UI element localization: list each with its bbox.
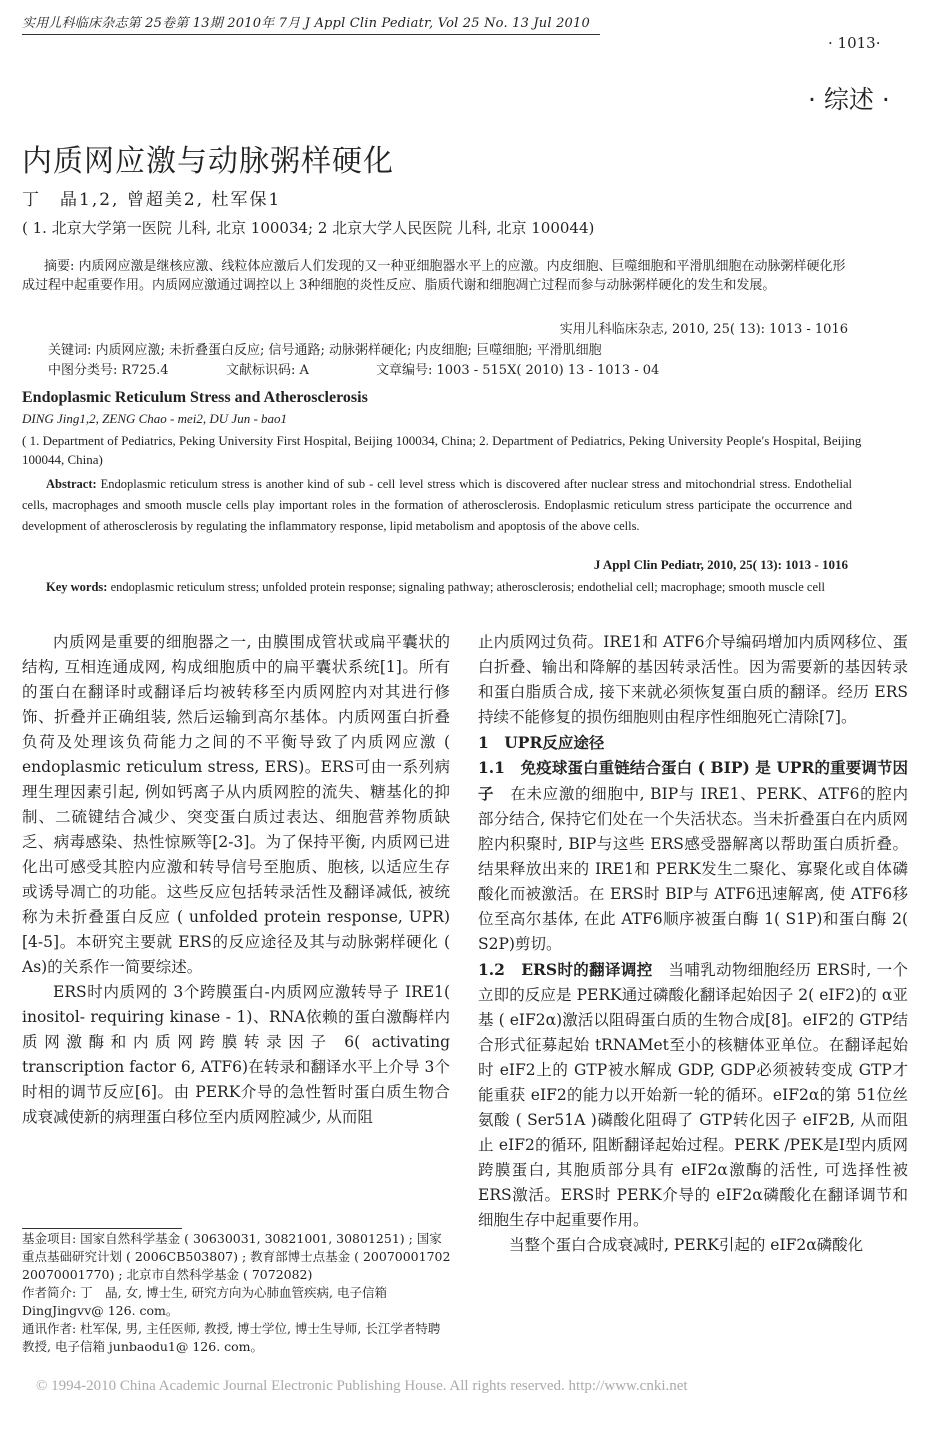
copyright-watermark: © 1994-2010 China Academic Journal Electronic Publishing House. All rights reserved. http://www.cnki.net bbox=[36, 1378, 688, 1394]
subsection-title: 1.1 免疫球蛋白重链结合蛋白 ( BIP) 是 UPR的重要调节因子 bbox=[478, 758, 908, 803]
keywords-cn: 关键词: 内质网应激; 未折叠蛋白反应; 信号通路; 动脉粥样硬化; 内皮细胞; 巨噬细胞; 平滑肌细胞 bbox=[48, 343, 602, 358]
affiliation-en: ( 1. Department of Pediatrics, Peking University First Hospital, Beijing 100034, China; 2. Department of Pediatrics, Peking University People′s Hospital, Beijing 100044, China) bbox=[22, 433, 862, 467]
keywords-en-label: Key words: bbox=[46, 580, 108, 594]
body-paragraph: ERS时内质网的 3个跨膜蛋白-内质网应激转导子 IRE1( inositol- requiring kinase - 1)、RNA依赖的蛋白激酶样内质网激酶和内质网跨膜转录因子 6( activating transcription factor 6, ATF6)在转录和翻译水平上介导 3个时相的调节反应[6]。由 PERK介导的急性暂时蛋白质生物合成衰减使新的病理蛋白移位至内质网腔减少, 从而阻 bbox=[22, 983, 450, 1126]
citation-en: J Appl Clin Pediatr, 2010, 25( 13): 1013 - 1016 bbox=[593, 557, 848, 572]
footnote-rule bbox=[22, 1228, 182, 1229]
page-number: · 1013· bbox=[828, 34, 881, 52]
author-list: 丁 晶1,2, 曾超美2, 杜军保1 bbox=[22, 190, 282, 210]
abstract-cn: 摘要: 内质网应激是继核应激、线粒体应激后人们发现的又一种亚细胞器水平上的应激。内皮细胞、巨噬细胞和平滑肌细胞在动脉粥样硬化形成过程中起重要作用。内质网应激通过调控以上 3种细胞的炎性反应、脂质代谢和细胞凋亡过程而参与动脉粥样硬化的发生和发展。 bbox=[22, 259, 846, 293]
subsection-title: 1.2 ERS时的翻译调控 bbox=[478, 960, 653, 979]
article-title-en: Endoplasmic Reticulum Stress and Atherosclerosis bbox=[22, 389, 368, 406]
journal-header: 实用儿科临床杂志第 25卷第 13期 2010年 7月 J Appl Clin Pediatr, Vol 25 No. 13 Jul 2010 bbox=[22, 16, 590, 31]
section-label: · 综述 · bbox=[808, 85, 890, 114]
body-paragraph: 当整个蛋白合成衰减时, PERK引起的 eIF2α磷酸化 bbox=[509, 1236, 864, 1254]
abstract-en bbox=[22, 474, 852, 537]
keywords-en-text: endoplasmic reticulum stress; unfolded protein response; signaling pathway; atherosclerosis; endothelial cell; macrophage; smooth muscle cell bbox=[110, 580, 825, 594]
clc-number: 中图分类号: R725.4 bbox=[48, 363, 169, 378]
footnotes bbox=[22, 1230, 452, 1356]
author-list-en: DING Jing1,2, ZENG Chao - mei2, DU Jun - bao1 bbox=[22, 411, 288, 426]
subsection-1-1 bbox=[478, 755, 908, 957]
affiliation: ( 1. 北京大学第一医院 儿科, 北京 100034; 2 北京大学人民医院 儿科, 北京 100044) bbox=[22, 219, 595, 237]
article-title: 内质网应激与动脉粥样硬化 bbox=[22, 144, 394, 179]
subsection-1-2 bbox=[478, 957, 908, 1233]
article-number: 文章编号: 1003 - 515X( 2010) 13 - 1013 - 04 bbox=[376, 363, 660, 378]
subsection-text: 在未应激的细胞中, BIP与 IRE1、PERK、ATF6的腔内部分结合, 保持它们处在一个失活状态。当未折叠蛋白在内质网腔内积聚时, BIP与这些 ERS感受器解离以帮助蛋白质折叠。结果释放出来的 IRE1和 PERK发生二聚化、寡聚化或自体磷酸化而被激活。在 ERS时 BIP与 ATF6迅速解离, 使 ATF6移位至高尔基体, 在此 ATF6顺序被蛋白酶 1( S1P)和蛋白酶 2( S2P)剪切。 bbox=[478, 785, 908, 953]
classification-line bbox=[48, 359, 659, 378]
body-column-left bbox=[22, 630, 450, 1130]
body-column-right bbox=[478, 630, 908, 1258]
body-paragraph: 止内质网过负荷。IRE1和 ATF6介导编码增加内质网移位、蛋白折叠、输出和降解的基因转录活性。因为需要新的基因转录和蛋白脂质合成, 接下来就必须恢复蛋白质的翻译。经历 ERS持续不能修复的损伤细胞则由程序性细胞死亡清除[7]。 bbox=[478, 633, 908, 726]
document-code: 文献标识码: A bbox=[226, 363, 309, 378]
citation-cn: 实用儿科临床杂志, 2010, 25( 13): 1013 - 1016 bbox=[559, 322, 848, 337]
subsection-text: 当哺乳动物细胞经历 ERS时, 一个立即的反应是 PERK通过磷酸化翻译起始因子 2( eIF2)的 α亚基 ( eIF2α)激活以阻碍蛋白质的生物合成[8]。eIF2的 GTP结合形式征募起始 tRNAMet至小的核糖体亚单位。在翻译起始时 eIF2上的 GTP被水解成 GDP, GDP必须被转变成 GTP才能重获 eIF2的能力以开始新一轮的循环。eIF2α的第 51位丝氨酸 ( Ser51A )磷酸化阻碍了 GTP转化因子 eIF2B, 从而阻止 eIF2的循环, 阻断翻译起始过程。PERK /PEK是Ⅰ型内质网跨膜蛋白, 其胞质部分具有 eIF2α激酶的活性, 可选择性被 ERS激活。ERS时 PERK介导的 eIF2α磷酸化在翻译调节和细胞生存中起重要作用。 bbox=[478, 961, 908, 1229]
abstract-en-text: Endoplasmic reticulum stress is another kind of sub - cell level stress which is discovered after nuclear stress and mitochondrial stress. Endothelial cells, macrophages and smooth muscle cells play important roles in the formation of atherosclerosis. Endoplasmic reticulum stress participate the occurrence and development of atherosclerosis by regulating the inflammatory response, lipid metabolism and apoptosis of the above cells. bbox=[22, 477, 853, 533]
keywords-en bbox=[22, 577, 852, 598]
header-rule bbox=[22, 34, 600, 35]
corresponding-author-note: 通讯作者: 杜军保, 男, 主任医师, 教授, 博士学位, 博士生导师, 长江学者特聘教授, 电子信箱 junbaodu1@ 126. com。 bbox=[22, 1321, 441, 1354]
abstract-en-label: Abstract: bbox=[46, 477, 97, 491]
section-heading: 1 UPR反应途径 bbox=[478, 733, 605, 752]
funding-note: 基金项目: 国家自然科学基金 ( 30630031, 30821001, 30801251) ; 国家重点基础研究计划 ( 2006CB503807) ; 教育部博士点基金 ( 20070001702 20070001770) ; 北京市自然科学基金 ( 7072082) bbox=[22, 1231, 451, 1282]
author-bio-note: 作者简介: 丁 晶, 女, 博士生, 研究方向为心肺血管疾病, 电子信箱 DingJingvv@ 126. com。 bbox=[22, 1285, 387, 1318]
body-paragraph: 内质网是重要的细胞器之一, 由膜围成管状或扁平囊状的结构, 互相连通成网, 构成细胞质中的扁平囊状系统[1]。所有的蛋白在翻译时或翻译后均被转移至内质网腔内对其进行修饰、折叠并正确组装, 然后运输到高尔基体。内质网蛋白折叠负荷及处理该负荷能力之间的不平衡导致了内质网应激 ( endoplasmic reticulum stress, ERS)。ERS可由一系列病理生理因素引起, 例如钙离子从内质网腔的流失、糖基化的抑制、二硫键结合减少、突变蛋白质过表达、细胞营养物质缺乏、病毒感染、热性惊厥等[2-3]。为了保持平衡, 内质网已进化出可感受其腔内应激和转导信号至胞质、胞核, 以适应生存或诱导凋亡的功能。这些反应包括转录活性及翻译减低, 被统称为未折叠蛋白反应 ( unfolded protein response, UPR)[4-5]。本研究主要就 ERS的反应途径及其与动脉粥样硬化 ( As)的关系作一简要综述。 bbox=[22, 633, 450, 976]
